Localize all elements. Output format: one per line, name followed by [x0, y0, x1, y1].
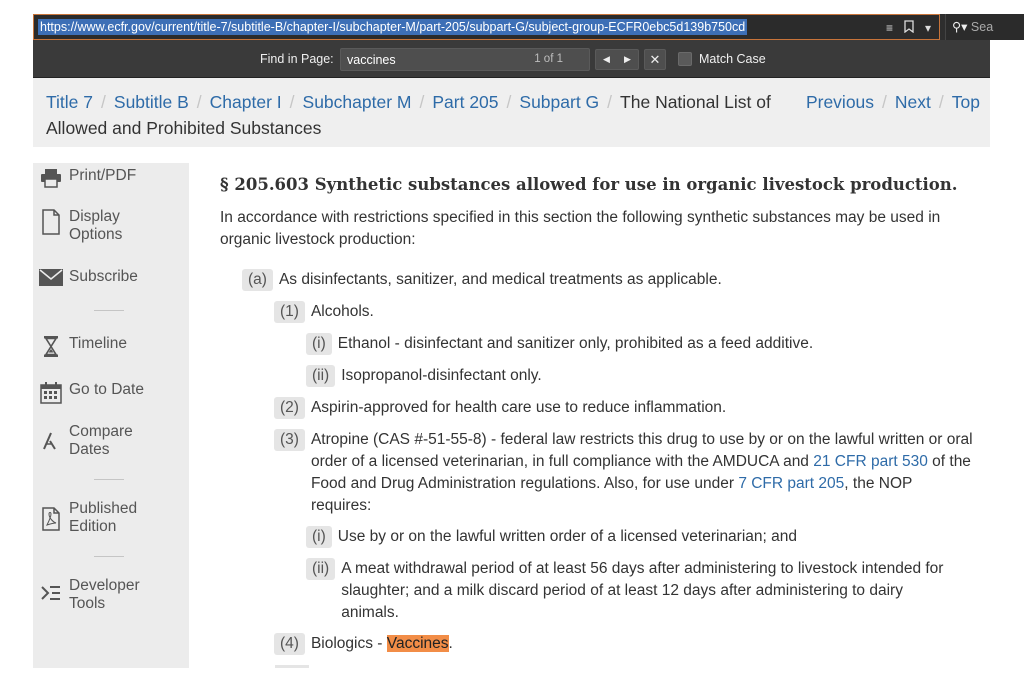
find-query: vaccines — [347, 53, 396, 67]
find-previous-button[interactable]: ◀ — [603, 54, 610, 64]
paragraph-a2 — [274, 397, 974, 419]
paragraph-text — [311, 429, 974, 517]
match-case-label: Match Case — [699, 52, 766, 66]
breadcrumb-separator: / — [419, 92, 425, 112]
calendar-icon — [33, 381, 69, 404]
section-nav — [806, 89, 980, 115]
browser-search-field[interactable] — [945, 14, 1024, 40]
previous-link[interactable]: Previous — [805, 92, 875, 112]
sidebar-item-compare-dates[interactable] — [33, 423, 189, 459]
pdf-icon — [33, 500, 69, 531]
paragraph-a3ii — [306, 558, 961, 624]
sidebar-item-timeline[interactable] — [33, 335, 189, 357]
sidebar-item-label: Compare Dates — [69, 423, 133, 458]
sidebar-item-display-options[interactable] — [33, 208, 189, 244]
next-paragraph-label-stub — [275, 665, 309, 668]
paragraph-text-part: of the Food and Drug Administration regulations. Also, for use under — [310, 453, 971, 492]
paragraph-text-part: Biologics - — [310, 635, 387, 652]
paragraph-a3 — [274, 429, 974, 517]
url-field[interactable] — [33, 14, 940, 40]
sidebar-item-label: Timeline — [69, 335, 127, 352]
chevron-down-icon[interactable]: ▾ — [924, 21, 931, 35]
find-next-button[interactable]: ▶ — [624, 54, 631, 64]
next-link[interactable]: Next — [894, 92, 931, 112]
paragraph-text: Isopropanol-disinfectant only. — [341, 367, 542, 384]
developer-icon — [33, 577, 69, 600]
breadcrumb-separator: / — [101, 92, 106, 112]
compare-icon — [33, 423, 69, 450]
paragraph-text: Aspirin-approved for health care use to reduce inflammation. — [310, 399, 727, 416]
paragraph-text: As disinfectants, sanitizer, and medical treatments as applicable. — [278, 271, 722, 288]
match-case-checkbox[interactable] — [678, 52, 692, 66]
paragraph-label[interactable]: (2) — [274, 397, 305, 419]
paragraph-text-part: . — [448, 635, 453, 652]
breadcrumb-current: The National List of Allowed and Prohibited Substances — [46, 92, 771, 138]
breadcrumb-header — [33, 78, 990, 147]
paragraph-label[interactable]: (i) — [306, 333, 332, 355]
paragraph-a1 — [274, 301, 974, 323]
paragraph-label[interactable]: (4) — [274, 633, 305, 655]
paragraph-text-part: Atropine (CAS #-51-55-8) - federal law restricts this drug to use by or on the lawful written or oral order of a licensed veterinarian, in full compliance with the AMDUCA and — [310, 431, 973, 470]
paragraph-text — [311, 633, 974, 655]
find-label: Find in Page: — [260, 52, 334, 66]
sidebar-item-label: Print/PDF — [69, 167, 137, 184]
paragraph-a1i — [306, 333, 976, 355]
sidebar-item-go-to-date[interactable] — [33, 381, 189, 404]
paragraph-text: Use by or on the lawful written order of a licensed veterinarian; and — [337, 528, 797, 545]
paragraph-label[interactable]: (a) — [242, 269, 273, 291]
sidebar-item-subscribe[interactable] — [33, 268, 189, 286]
breadcrumb-separator: / — [289, 92, 295, 112]
paragraph-text: Alcohols. — [310, 303, 374, 320]
paragraph-label[interactable]: (3) — [274, 429, 305, 451]
cfr-part-530-link[interactable]: 21 CFR part 530 — [813, 453, 928, 470]
sidebar-divider — [94, 556, 124, 557]
search-placeholder: Sea — [970, 20, 994, 34]
browser-address-bar — [33, 14, 1024, 40]
paragraph-text: Ethanol - disinfectant and sanitizer only, prohibited as a feed additive. — [337, 335, 814, 352]
paragraph-label[interactable]: (1) — [274, 301, 305, 323]
find-count: 1 of 1 — [534, 53, 563, 65]
sidebar-item-published-edition[interactable] — [33, 500, 189, 536]
paragraph-text: A meat withdrawal period of at least 56 days after administering to livestock intended for slaughter; and a milk discard period of at least 12 days after administering to dairy animals. — [341, 560, 944, 621]
breadcrumb-subtitle[interactable]: Subtitle B — [113, 92, 189, 112]
section-title: § 205.603 Synthetic substances allowed for use in organic livestock production. — [220, 175, 958, 194]
breadcrumb — [46, 89, 786, 141]
find-close-button[interactable] — [644, 49, 666, 70]
cfr-part-205-link[interactable]: 7 CFR part 205 — [738, 475, 845, 492]
paragraph-label[interactable]: (ii) — [306, 558, 335, 580]
paragraph-a1ii — [306, 365, 976, 387]
breadcrumb-chapter[interactable]: Chapter I — [209, 92, 282, 112]
find-highlight: Vaccines — [386, 635, 449, 652]
sidebar-item-label: Go to Date — [69, 381, 144, 398]
bookmark-icon[interactable] — [904, 20, 914, 37]
sidebar-item-developer-tools[interactable] — [33, 577, 189, 613]
sidebar-item-label: Display Options — [69, 208, 123, 243]
sidebar-item-label: Subscribe — [69, 268, 138, 285]
envelope-icon — [33, 268, 69, 286]
section-content — [190, 163, 990, 668]
nav-separator: / — [938, 92, 944, 112]
section-intro: In accordance with restrictions specified in this section the following synthetic substances may be used in organic livestock production: — [220, 209, 941, 248]
find-in-page-bar — [33, 40, 990, 78]
url-text[interactable]: https://www.ecfr.gov/current/title-7/subtitle-B/chapter-I/subchapter-M/part-205/subpart-G/subject-group-ECFR0ebc5d139b750cd — [40, 20, 746, 34]
breadcrumb-separator: / — [607, 92, 613, 112]
breadcrumb-subpart[interactable]: Subpart G — [519, 92, 600, 112]
sidebar-item-label: Developer Tools — [69, 577, 140, 612]
paragraph-label[interactable]: (i) — [306, 526, 332, 548]
printer-icon — [33, 167, 69, 188]
paragraph-a4 — [274, 633, 974, 655]
breadcrumb-separator: / — [196, 92, 202, 112]
paragraph-a — [242, 269, 982, 291]
document-icon — [33, 208, 69, 235]
url-icons — [886, 20, 931, 37]
hourglass-icon — [33, 335, 69, 357]
close-icon: ✕ — [649, 52, 661, 67]
sidebar-item-label: Published Edition — [69, 500, 138, 535]
sidebar — [33, 163, 189, 668]
paragraph-label[interactable]: (ii) — [306, 365, 335, 387]
sidebar-divider — [94, 310, 124, 311]
breadcrumb-part[interactable]: Part 205 — [432, 92, 499, 112]
nav-separator: / — [882, 92, 887, 112]
reader-icon[interactable]: ≡ — [885, 21, 893, 35]
breadcrumb-subchapter[interactable]: Subchapter M — [302, 92, 412, 112]
sidebar-divider — [94, 479, 124, 480]
sidebar-item-print-pdf[interactable] — [33, 167, 189, 188]
find-nav — [595, 49, 639, 70]
find-input[interactable] — [340, 48, 590, 71]
breadcrumb-separator: / — [506, 92, 512, 112]
paragraph-text-part: , the NOP requires: — [310, 475, 913, 514]
breadcrumb-title[interactable]: Title 7 — [46, 92, 94, 112]
top-link[interactable]: Top — [951, 92, 980, 112]
search-icon: ⚲▾ — [952, 20, 968, 34]
paragraph-a3i — [306, 526, 976, 548]
